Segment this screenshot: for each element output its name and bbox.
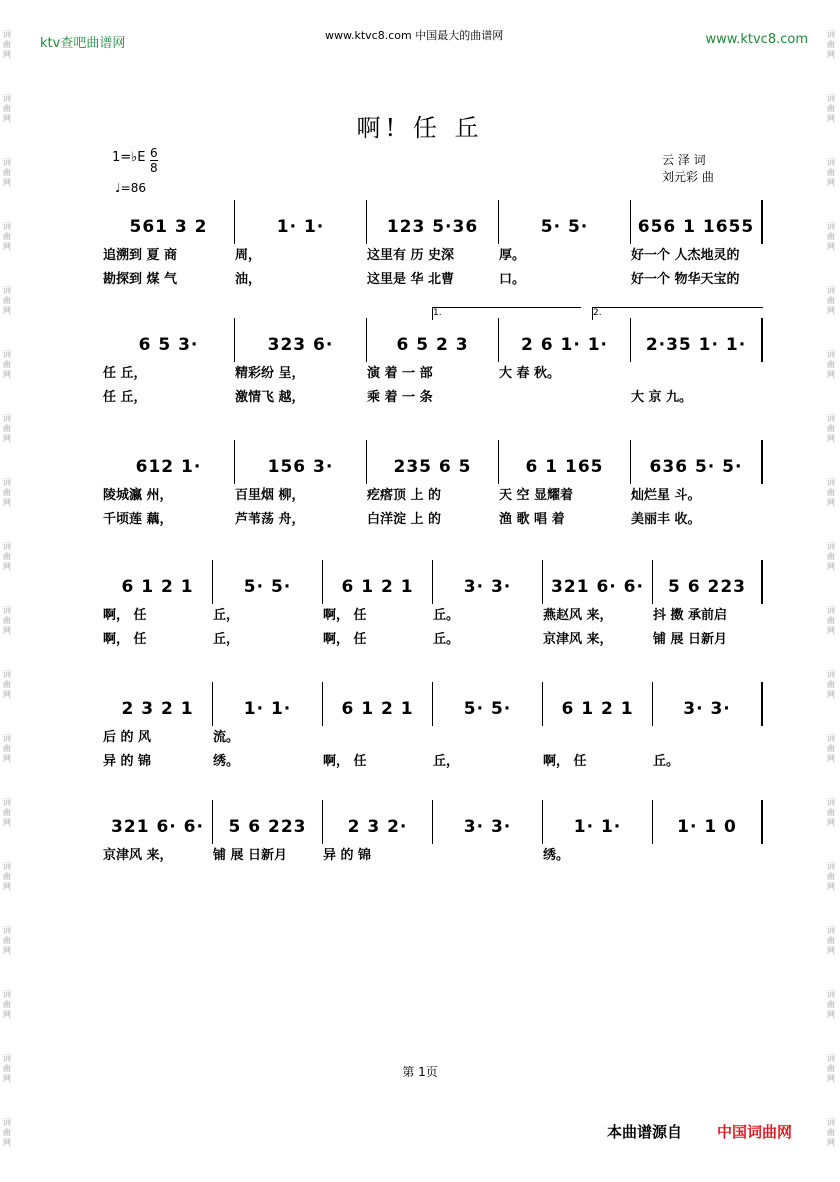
watermark-mark: 词 曲 网	[827, 158, 835, 187]
measure: 612 1·	[103, 440, 235, 484]
watermark-mark: 词 曲 网	[827, 30, 835, 59]
watermark-mark: 词 曲 网	[3, 350, 11, 379]
watermark-mark: 词 曲 网	[827, 1118, 835, 1147]
lyric-segment: 陵城瀛 州，	[103, 488, 173, 503]
watermark-mark: 词 曲 网	[3, 1118, 11, 1147]
lyric-segment: 灿烂星 斗。	[631, 488, 701, 503]
song-title: 啊! 任 丘	[356, 114, 484, 142]
watermark-mark: 词 曲 网	[3, 734, 11, 763]
lyric-line	[103, 362, 763, 386]
lyric-segment: 千顷莲 藕，	[103, 512, 173, 527]
time-bottom: 8	[150, 161, 158, 175]
measure: 3· 3·	[433, 800, 543, 844]
score-system	[103, 682, 763, 774]
measure: 5· 5·	[433, 682, 543, 726]
right-watermark-column	[826, 30, 836, 1182]
lyric-segment: 演 着 一 部	[367, 366, 433, 381]
lyric-segment: 好一个 物华天宝的	[631, 272, 740, 287]
page-number: 第 1页	[402, 1065, 438, 1079]
staff-line	[103, 200, 763, 244]
watermark-mark: 词 曲 网	[3, 478, 11, 507]
source-label: 本曲谱源自	[607, 1123, 683, 1141]
time-signature	[150, 146, 158, 175]
lyric-line	[103, 628, 763, 652]
watermark-mark: 词 曲 网	[827, 670, 835, 699]
lyric-segment: 啊， 任	[323, 608, 367, 623]
measure: 235 6 5	[367, 440, 499, 484]
measure: 1· 1·	[235, 200, 367, 244]
watermark-mark: 词 曲 网	[3, 542, 11, 571]
lyric-segment: 铺 展 日新月	[213, 848, 288, 863]
credits	[662, 152, 714, 186]
score-system	[103, 560, 763, 652]
watermark-mark: 词 曲 网	[3, 30, 11, 59]
composer: 刘元彩 曲	[662, 170, 714, 184]
lyric-segment: 天 空 显耀着	[499, 488, 574, 503]
watermark-mark: 词 曲 网	[3, 990, 11, 1019]
watermark-mark: 词 曲 网	[827, 798, 835, 827]
site-name-left[interactable]: ktv查吧曲谱网	[40, 36, 126, 51]
lyric-segment: 啊， 任	[103, 632, 147, 647]
lyric-segment: 丘，	[433, 754, 460, 769]
lyric-segment: 啊， 任	[103, 608, 147, 623]
measure: 2 3 2 1	[103, 682, 213, 726]
lyric-segment: 丘。	[433, 632, 460, 647]
lyric-segment	[433, 844, 543, 868]
measure: 6 1 2 1	[543, 682, 653, 726]
lyric-segment: 这里是 华 北曹	[367, 272, 455, 287]
watermark-mark: 词 曲 网	[827, 990, 835, 1019]
lyric-segment: 白洋淀 上 的	[367, 512, 442, 527]
lyric-segment	[543, 726, 653, 750]
lyric-segment: 油，	[235, 272, 262, 287]
measure: 3· 3·	[433, 560, 543, 604]
lyric-segment: 精彩纷 呈，	[235, 366, 305, 381]
measure: 2·35 1· 1·	[631, 318, 763, 362]
lyric-segment	[499, 386, 631, 410]
lyric-segment: 流。	[213, 730, 240, 745]
score-system	[103, 440, 763, 532]
lyric-segment: 任 丘，	[103, 390, 147, 405]
watermark-mark: 词 曲 网	[3, 798, 11, 827]
lyric-segment: 勘探到 煤 气	[103, 272, 178, 287]
measure: 2 6 1· 1·	[499, 318, 631, 362]
lyric-segment: 这里有 历 史深	[367, 248, 455, 263]
source-site-link[interactable]: 中国词曲网	[717, 1123, 793, 1141]
watermark-mark: 词 曲 网	[827, 542, 835, 571]
staff-line	[103, 800, 763, 844]
lyric-segment: 疙瘩顶 上 的	[367, 488, 442, 503]
volta-second: 2.	[592, 307, 763, 320]
watermark-mark: 词 曲 网	[3, 926, 11, 955]
lyric-segment	[653, 726, 763, 750]
watermark-mark: 词 曲 网	[3, 158, 11, 187]
watermark-mark: 词 曲 网	[3, 670, 11, 699]
score-system	[103, 318, 763, 410]
lyricist: 云 泽 词	[662, 153, 706, 167]
watermark-mark: 词 曲 网	[827, 94, 835, 123]
watermark-mark: 词 曲 网	[3, 94, 11, 123]
measure: 321 6· 6·	[103, 800, 213, 844]
score-system	[103, 200, 763, 292]
lyric-line	[103, 844, 763, 868]
lyric-line	[103, 604, 763, 628]
lyric-segment: 铺 展 日新月	[653, 632, 728, 647]
measure: 561 3 2	[103, 200, 235, 244]
measure: 5· 5·	[213, 560, 323, 604]
measure: 2 3 2·	[323, 800, 433, 844]
lyric-line	[103, 508, 763, 532]
measure: 6 1 2 1	[323, 682, 433, 726]
measure: 6 1 2 1	[103, 560, 213, 604]
lyric-segment: 丘，	[213, 632, 240, 647]
lyric-segment: 燕赵风 来，	[543, 608, 613, 623]
measure: 636 5· 5·	[631, 440, 763, 484]
watermark-mark: 词 曲 网	[827, 926, 835, 955]
measure: 6 5 3·	[103, 318, 235, 362]
measure: 321 6· 6·	[543, 560, 653, 604]
lyric-line	[103, 268, 763, 292]
watermark-mark: 词 曲 网	[3, 222, 11, 251]
key-signature: 1=♭E	[112, 150, 146, 165]
lyric-segment	[631, 362, 763, 386]
tempo-mark: ♩=86	[115, 181, 146, 195]
lyric-segment: 啊， 任	[323, 754, 367, 769]
lyric-segment: 好一个 人杰地灵的	[631, 248, 740, 263]
lyric-segment: 激情飞 越，	[235, 390, 305, 405]
lyric-segment	[653, 844, 763, 868]
watermark-mark: 词 曲 网	[827, 478, 835, 507]
lyric-segment: 大 春 秋。	[499, 366, 561, 381]
site-url-right[interactable]: www.ktvc8.com	[705, 32, 808, 47]
lyric-segment: 芦苇荡 舟，	[235, 512, 305, 527]
lyric-segment: 厚。	[499, 248, 526, 263]
watermark-mark: 词 曲 网	[827, 734, 835, 763]
lyric-segment: 百里烟 柳，	[235, 488, 305, 503]
staff-line	[103, 560, 763, 604]
lyric-segment: 美丽丰 收。	[631, 512, 701, 527]
measure: 5 6 223	[213, 800, 323, 844]
lyric-segment: 异 的 锦	[103, 754, 152, 769]
score-system	[103, 800, 763, 868]
lyric-line	[103, 726, 763, 750]
measure: 6 5 2 3	[367, 318, 499, 362]
lyric-segment: 绣。	[213, 754, 240, 769]
volta-first: 1.	[432, 307, 581, 320]
watermark-mark: 词 曲 网	[827, 286, 835, 315]
measure: 3· 3·	[653, 682, 763, 726]
lyric-segment: 任 丘，	[103, 366, 147, 381]
lyric-segment: 异 的 锦	[323, 848, 372, 863]
lyric-segment: 京津风 来，	[103, 848, 173, 863]
lyric-segment: 周，	[235, 248, 262, 263]
watermark-mark: 词 曲 网	[3, 1054, 11, 1083]
watermark-mark: 词 曲 网	[827, 1054, 835, 1083]
lyric-segment: 啊， 任	[323, 632, 367, 647]
measure: 156 3·	[235, 440, 367, 484]
watermark-mark: 词 曲 网	[827, 862, 835, 891]
watermark-mark: 词 曲 网	[3, 286, 11, 315]
lyric-segment: 口。	[499, 272, 526, 287]
measure: 1· 1·	[213, 682, 323, 726]
lyric-segment: 丘。	[653, 754, 680, 769]
lyric-segment: 抖 擞 承前启	[653, 608, 728, 623]
time-top: 6	[150, 146, 158, 160]
staff-line	[103, 682, 763, 726]
left-watermark-column	[2, 30, 12, 1182]
watermark-mark: 词 曲 网	[3, 606, 11, 635]
measure: 5· 5·	[499, 200, 631, 244]
measure: 323 6·	[235, 318, 367, 362]
measure: 6 1 2 1	[323, 560, 433, 604]
lyric-line	[103, 484, 763, 508]
watermark-mark: 词 曲 网	[827, 606, 835, 635]
lyric-line	[103, 244, 763, 268]
lyric-segment: 丘，	[213, 608, 240, 623]
measure: 1· 1 0	[653, 800, 763, 844]
lyric-segment: 追溯到 夏 商	[103, 248, 178, 263]
lyric-segment: 后 的 风	[103, 730, 152, 745]
watermark-mark: 词 曲 网	[827, 414, 835, 443]
watermark-mark: 词 曲 网	[3, 414, 11, 443]
measure: 656 1 1655	[631, 200, 763, 244]
site-slogan: www.ktvc8.com 中国最大的曲谱网	[325, 29, 504, 42]
staff-line	[103, 318, 763, 362]
lyric-segment	[323, 726, 433, 750]
staff-line	[103, 440, 763, 484]
watermark-mark: 词 曲 网	[827, 350, 835, 379]
watermark-mark: 词 曲 网	[3, 862, 11, 891]
lyric-segment: 啊， 任	[543, 754, 587, 769]
measure: 6 1 165	[499, 440, 631, 484]
lyric-segment: 渔 歌 唱 着	[499, 512, 565, 527]
measure: 123 5·36	[367, 200, 499, 244]
measure: 1· 1·	[543, 800, 653, 844]
lyric-segment: 京津风 来，	[543, 632, 613, 647]
measure: 5 6 223	[653, 560, 763, 604]
lyric-segment: 大 京 九。	[631, 390, 693, 405]
lyric-segment	[433, 726, 543, 750]
lyric-line	[103, 386, 763, 410]
lyric-segment: 绣。	[543, 848, 570, 863]
lyric-segment: 乘 着 一 条	[367, 390, 433, 405]
lyric-line	[103, 750, 763, 774]
lyric-segment: 丘。	[433, 608, 460, 623]
watermark-mark: 词 曲 网	[827, 222, 835, 251]
